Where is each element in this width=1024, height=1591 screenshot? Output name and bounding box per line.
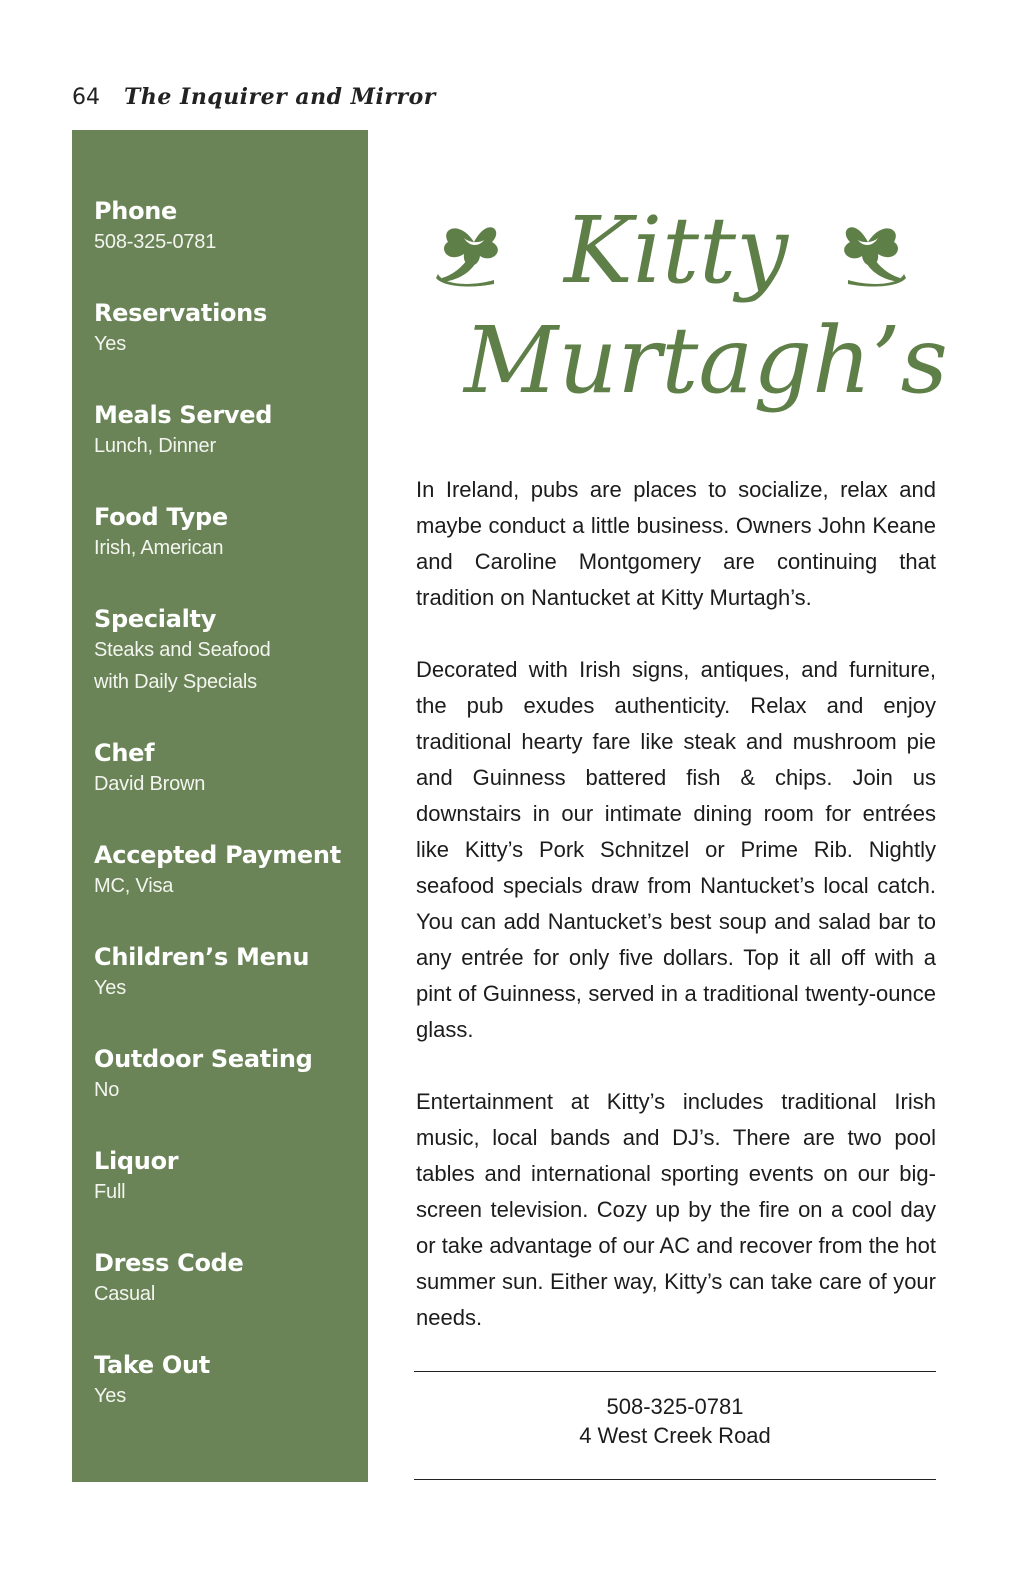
info-value: Steaks and Seafood xyxy=(94,639,271,661)
info-meals-served xyxy=(94,400,368,502)
contact-phone: 508-325-0781 xyxy=(606,1394,744,1419)
info-value: No xyxy=(94,1079,120,1101)
info-childrens-menu xyxy=(94,942,368,1044)
info-food-type xyxy=(94,502,368,604)
shamrock-ornament-icon xyxy=(434,208,514,288)
page-number: 64 xyxy=(72,85,100,110)
page-header xyxy=(72,84,436,120)
info-label: Liquor xyxy=(94,1147,179,1175)
info-value: Full xyxy=(94,1181,126,1203)
info-specialty xyxy=(94,604,368,738)
info-value: 508-325-0781 xyxy=(94,231,217,253)
article-body xyxy=(416,472,936,1372)
info-sidebar xyxy=(72,130,368,1482)
info-label: Specialty xyxy=(94,605,217,633)
info-value: Yes xyxy=(94,333,127,355)
info-label: Take Out xyxy=(94,1351,210,1379)
info-outdoor-seating xyxy=(94,1044,368,1146)
info-dress-code xyxy=(94,1248,368,1350)
info-label: Outdoor Seating xyxy=(94,1045,313,1073)
info-value-continued: with Daily Specials xyxy=(94,671,257,693)
info-label: Dress Code xyxy=(94,1249,244,1277)
info-value: Yes xyxy=(94,1385,127,1407)
info-label: Phone xyxy=(94,197,178,225)
info-value: David Brown xyxy=(94,773,206,795)
info-value: Irish, American xyxy=(94,537,224,559)
article-paragraph: Decorated with Irish signs, antiques, and furniture, the pub exudes authenticity. Relax and enjoy traditional hearty fare like steak and mushroom pie and Guinness battered fish & chips. Join us downstairs in our intimate dining room for entrées like Kitty’s Pork Schnitzel or Prime Rib. Nightly seafood specials draw from Nantucket’s local catch. You can add Nantucket’s best soup and salad bar to any entrée for only five dollars. Top it all off with a pint of Guinness, served in a traditional twenty-ounce glass. xyxy=(416,657,936,1042)
divider-top xyxy=(414,1371,936,1372)
info-value: Yes xyxy=(94,977,127,999)
info-label: Meals Served xyxy=(94,401,273,429)
info-chef xyxy=(94,738,368,840)
contact-address: 4 West Creek Road xyxy=(579,1423,771,1448)
restaurant-title xyxy=(414,196,948,446)
info-reservations xyxy=(94,298,368,400)
info-value: Lunch, Dinner xyxy=(94,435,216,457)
article-paragraph: In Ireland, pubs are places to socialize, relax and maybe conduct a little business. Owners John Keane and Caroline Montgomery are continuing that tradition on Nantucket at Kitty Murtagh’s. xyxy=(416,477,936,610)
info-take-out xyxy=(94,1350,368,1452)
info-label: Children’s Menu xyxy=(94,943,310,971)
info-label: Reservations xyxy=(94,299,267,327)
info-phone xyxy=(94,196,368,298)
title-line-2: Murtagh’s xyxy=(464,307,948,414)
title-line-1: Kitty xyxy=(564,197,789,304)
divider-bottom xyxy=(414,1479,936,1480)
contact-block xyxy=(414,1392,936,1450)
info-accepted-payment xyxy=(94,840,368,942)
shamrock-ornament-icon xyxy=(828,208,908,288)
info-label: Chef xyxy=(94,739,155,767)
publication-masthead: The Inquirer and Mirror xyxy=(124,84,436,110)
info-label: Accepted Payment xyxy=(94,841,341,869)
article-paragraph: Entertainment at Kitty’s includes traditional Irish music, local bands and DJ’s. There are two pool tables and international sporting events on our big-screen television. Cozy up by the fire on a cool day or take advantage of our AC and recover from the hot summer sun. Either way, Kitty’s can take care of your needs. xyxy=(416,1089,936,1330)
info-value: MC, Visa xyxy=(94,875,174,897)
info-value: Casual xyxy=(94,1283,156,1305)
info-liquor xyxy=(94,1146,368,1248)
info-label: Food Type xyxy=(94,503,228,531)
